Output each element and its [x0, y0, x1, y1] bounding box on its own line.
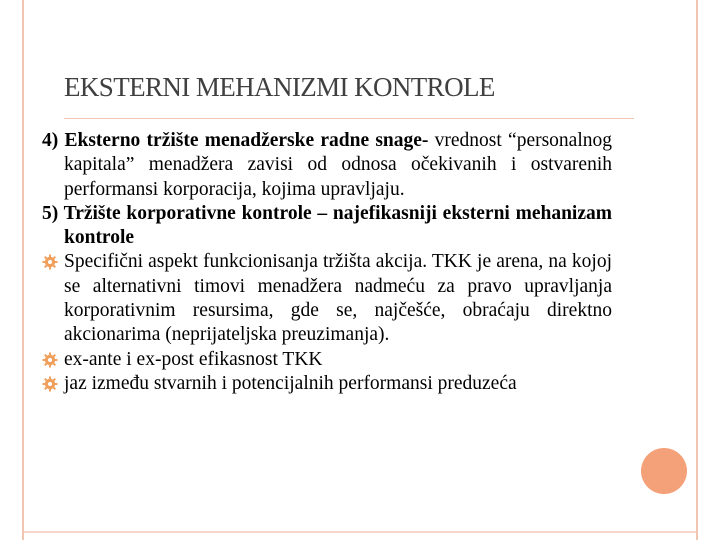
item-4-text: vrednost “personalnog kapitala” menadžera zavisi od odnosa očekivanih i ostvarenih performansi korporacija, kojima upravljaju.: [64, 130, 613, 200]
bullet-text: ex-ante i ex-post efikasnost TKK: [64, 348, 323, 370]
list-item-5: [42, 202, 612, 251]
bullet-text: jaz između stvarnih i potencijalnih performansi preduzeća: [64, 372, 517, 394]
bullet-item: [42, 348, 612, 372]
list-item-4: [42, 129, 612, 202]
item-4-heading: 4) Eksterno tržište menadžerske radne snage-: [42, 130, 429, 151]
title-divider: [64, 118, 634, 119]
bullet-item: [42, 372, 612, 396]
slide-body: [42, 129, 612, 396]
slide-title: EKSTERNI MEHANIZMI KONTROLE: [64, 72, 495, 102]
gear-icon: [42, 352, 58, 368]
gear-icon: [42, 254, 58, 270]
decorative-circle: [641, 448, 687, 494]
gear-icon: [42, 376, 58, 392]
bullet-text: Specifični aspekt funkcionisanja tržišta akcija. TKK je arena, na kojoj se alternativni timovi menadžera nadmeću za pravo upravljanja korporativnim resursima, gde se, najčešće, obraćaju direktno akcionarima (neprijateljska preuzimanja).: [64, 251, 612, 346]
item-5-heading: 5) Tržište korporativne kontrole – najefikasniji eksterni mehanizam kontrole: [42, 202, 612, 249]
bullet-item: [42, 250, 612, 347]
bottom-border: [24, 531, 696, 533]
